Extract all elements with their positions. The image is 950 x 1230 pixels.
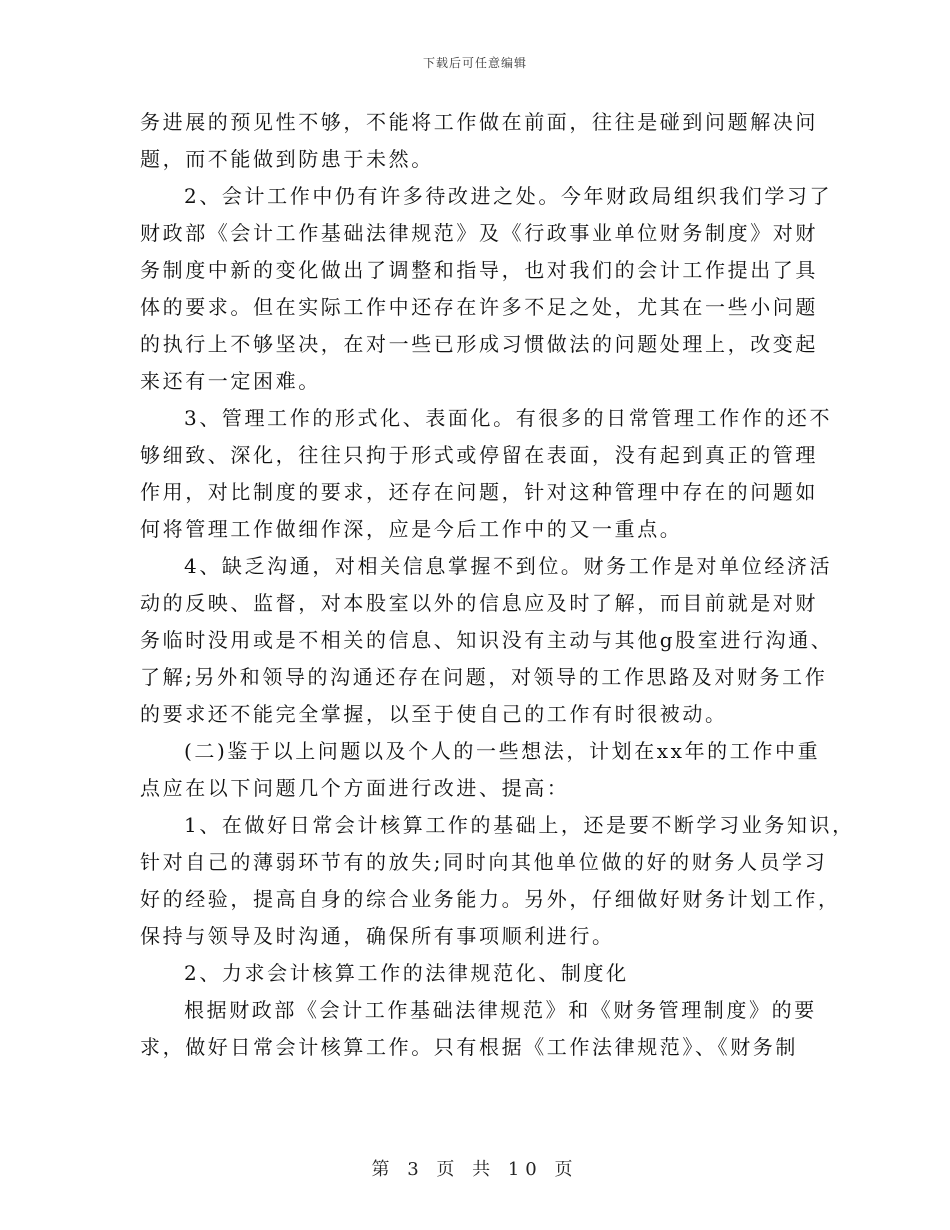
paragraph-line: 求，做好日常会计核算工作。只有根据《工作法律规范》、《财务制 bbox=[140, 1035, 798, 1059]
paragraph-line: 务进展的预见性不够，不能将工作做在前面，往往是碰到问题解决问 bbox=[140, 110, 818, 134]
paragraph-line: 的执行上不够坚决，在对一些已形成习惯做法的问题处理上，改变起 bbox=[140, 332, 818, 356]
paragraph-line: 体的要求。但在实际工作中还存在许多不足之处，尤其在一些小问题 bbox=[140, 295, 818, 319]
paragraph-line: 务制度中新的变化做出了调整和指导，也对我们的会计工作提出了具 bbox=[140, 258, 818, 282]
paragraph-line: 来还有一定困难。 bbox=[140, 369, 321, 393]
paragraph-first-line: 2、力求会计核算工作的法律规范化、制度化 bbox=[184, 961, 629, 985]
paragraph-line: 够细致、深化，往往只拘于形式或停留在表面，没有起到真正的管理 bbox=[140, 443, 818, 467]
paragraph-first-line: 1、在做好日常会计核算工作的基础上，还是要不断学习业务知识， bbox=[184, 813, 855, 837]
paragraph-line: 的要求还不能完全掌握，以至于使自己的工作有时很被动。 bbox=[140, 702, 728, 726]
paragraph-line: 点应在以下问题几个方面进行改进、提高： bbox=[140, 776, 570, 800]
paragraph-line: 何将管理工作做细作深，应是今后工作中的又一重点。 bbox=[140, 517, 683, 541]
paragraph-first-line: 4、缺乏沟通，对相关信息掌握不到位。财务工作是对单位经济活 bbox=[184, 554, 833, 578]
paragraph-line: 针对自己的薄弱环节有的放失;同时向其他单位做的好的财务人员学习 bbox=[140, 850, 828, 874]
paragraph-first-line: (二)鉴于以上问题以及个人的一些想法，计划在xx年的工作中重 bbox=[184, 739, 821, 763]
paragraph-line: 保持与领导及时沟通，确保所有事项顺利进行。 bbox=[140, 924, 615, 948]
paragraph-line: 务临时没用或是不相关的信息、知识没有主动与其他g股室进行沟通、 bbox=[140, 628, 834, 652]
page-header: 下载后可任意编辑 bbox=[422, 56, 527, 70]
paragraph-line: 动的反映、监督，对本股室以外的信息应及时了解，而目前就是对财 bbox=[140, 591, 818, 615]
paragraph-line: 好的经验，提高自身的综合业务能力。另外，仔细做好财务计划工作， bbox=[140, 887, 841, 911]
paragraph-line: 财政部《会计工作基础法律规范》及《行政事业单位财务制度》对财 bbox=[140, 221, 818, 245]
document-body bbox=[140, 104, 855, 1066]
paragraph-first-line: 2、会计工作中仍有许多待改进之处。今年财政局组织我们学习了 bbox=[184, 184, 833, 208]
paragraph-line: 作用，对比制度的要求，还存在问题，针对这种管理中存在的问题如 bbox=[140, 480, 818, 504]
page-footer: 第 3 页 共 10 页 bbox=[371, 1159, 579, 1180]
paragraph-first-line: 根据财政部《会计工作基础法律规范》和《财务管理制度》的要 bbox=[184, 998, 817, 1022]
paragraph-line: 了解;另外和领导的沟通还存在问题，对领导的工作思路及对财务工作 bbox=[140, 665, 828, 689]
paragraph-line: 题，而不能做到防患于未然。 bbox=[140, 147, 434, 171]
paragraph-first-line: 3、管理工作的形式化、表面化。有很多的日常管理工作作的还不 bbox=[184, 406, 833, 430]
